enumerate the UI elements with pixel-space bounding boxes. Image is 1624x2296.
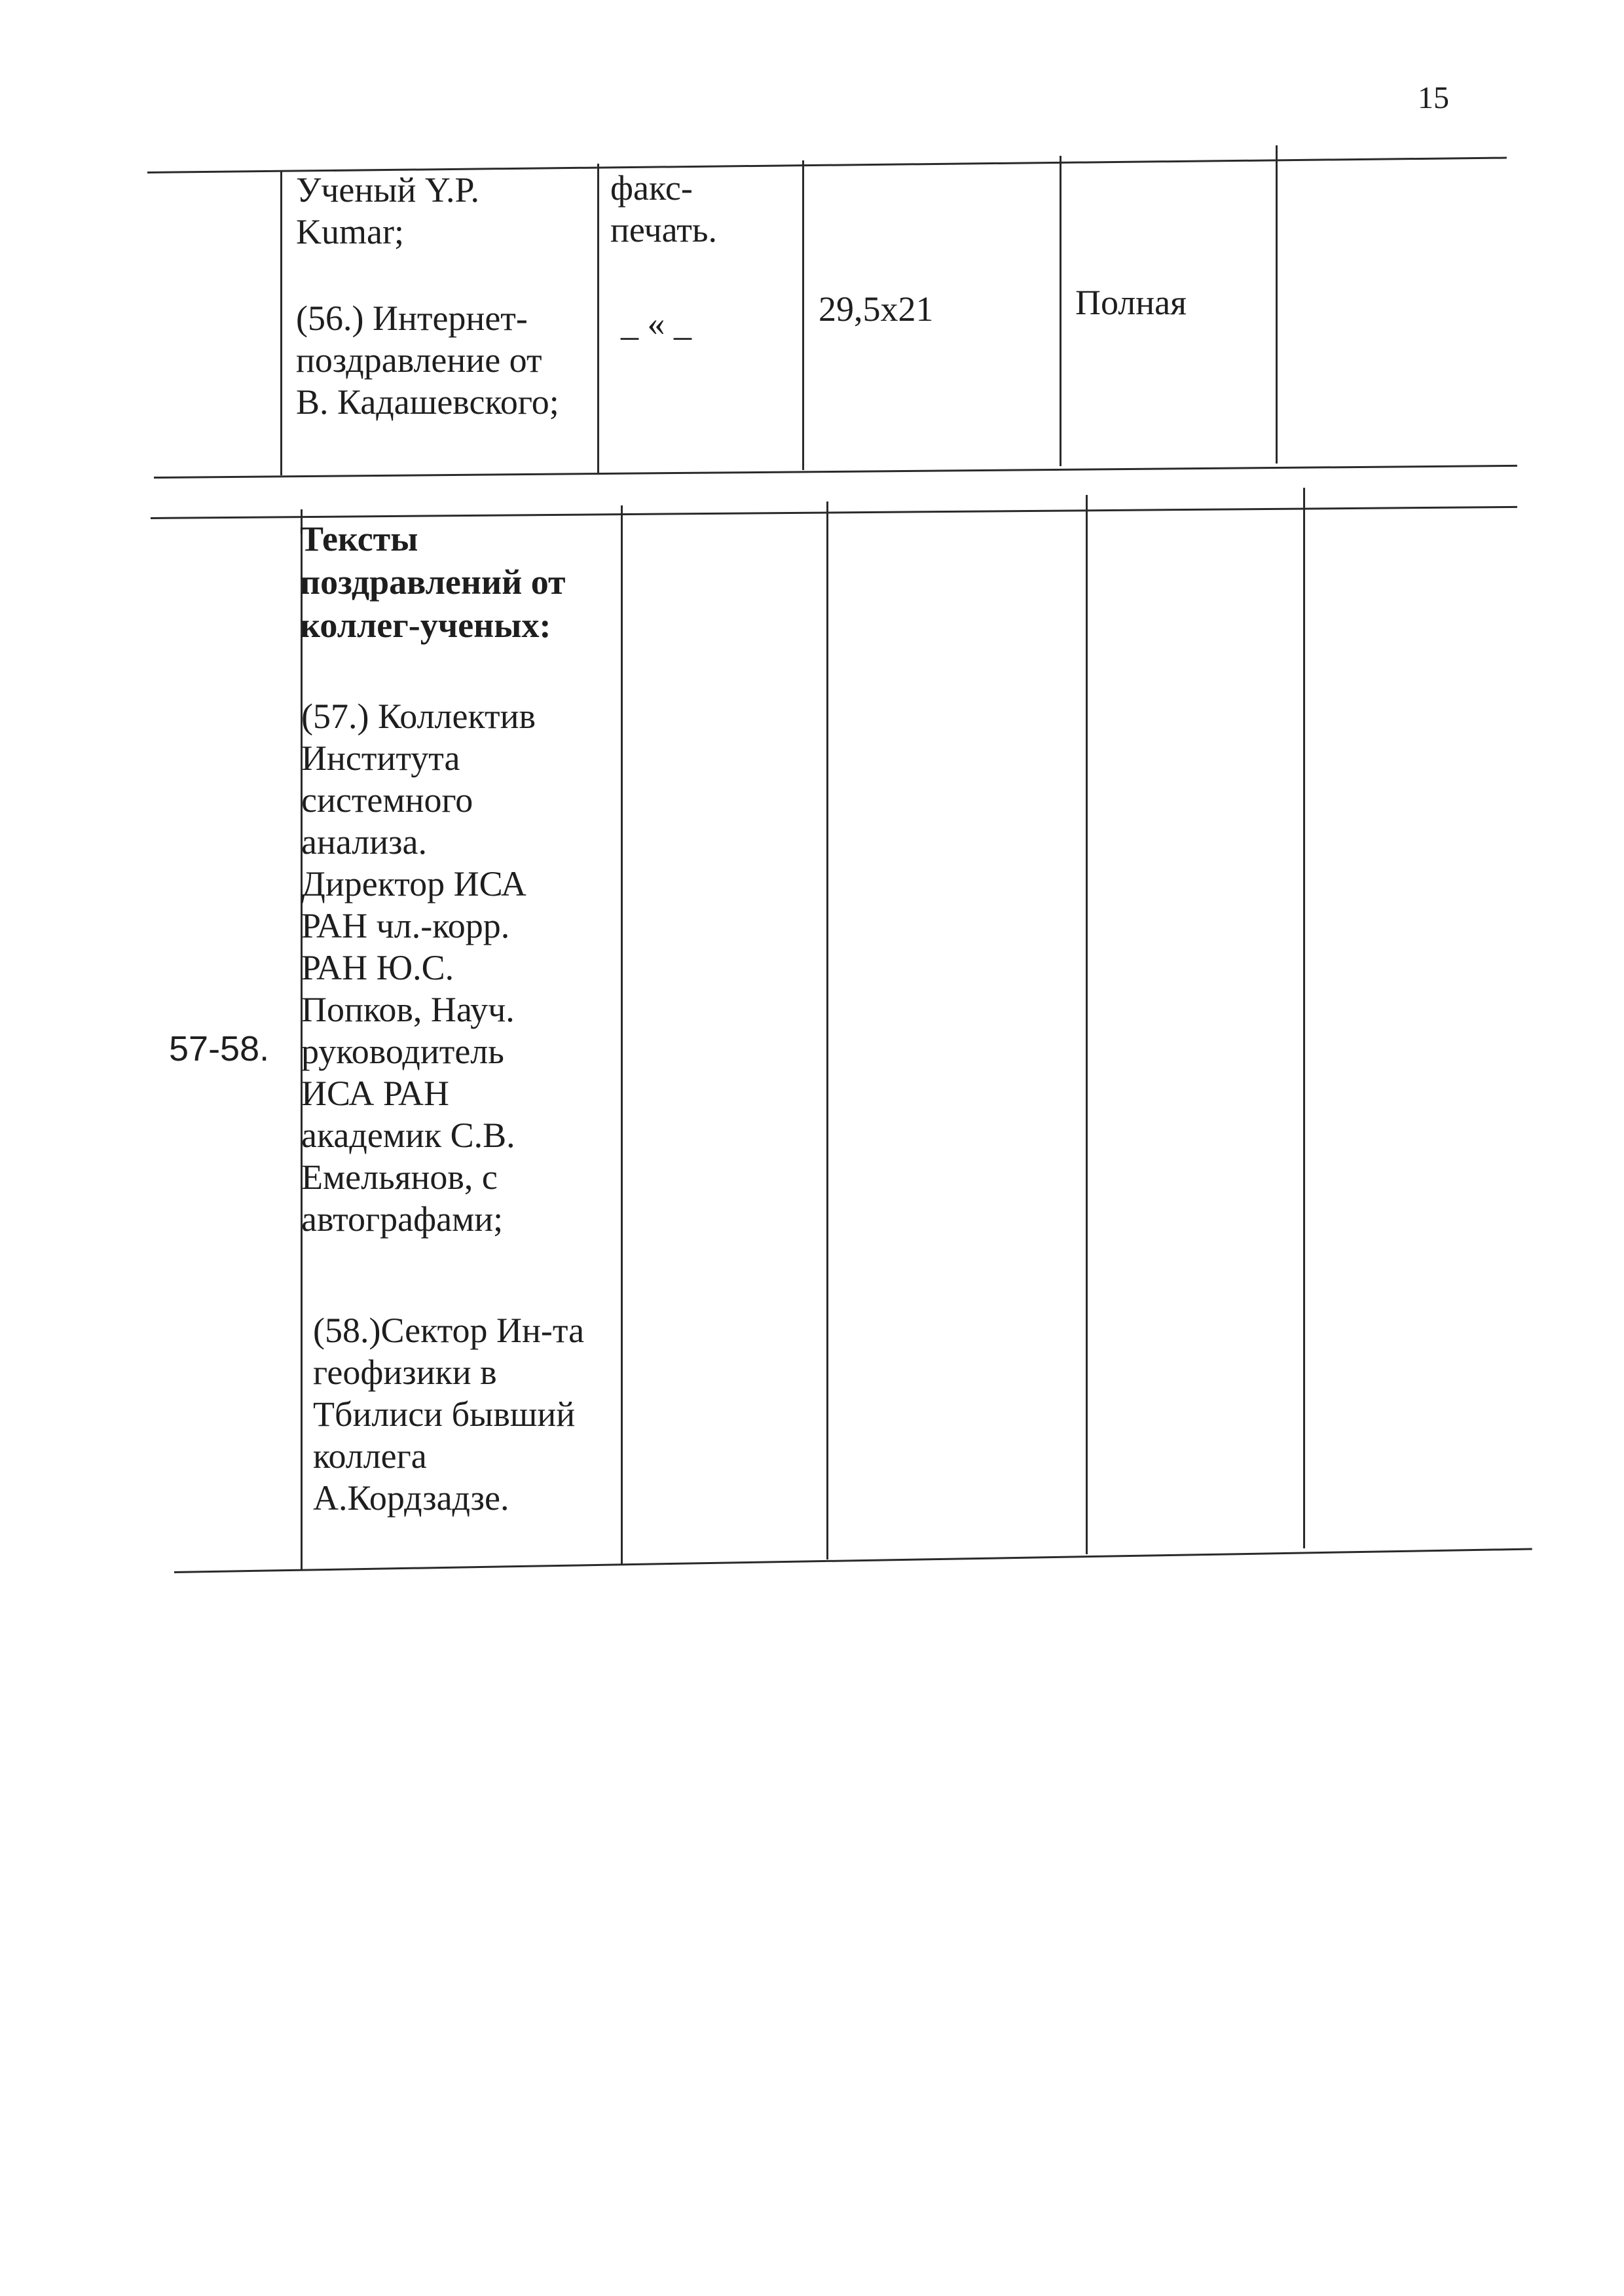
item-size: 29,5х21 — [819, 289, 934, 329]
item-completeness: Полная — [1075, 283, 1187, 322]
section-heading: Тексты поздравлений от коллег-ученых: — [300, 519, 566, 645]
item-description-57: (57.) Коллектив Института системного анализа. Директор ИСА РАН чл.-корр. РАН Ю.С. Попков, Науч. руководитель ИСА РАН академик С.В. Емельянов, с автографами; — [301, 697, 536, 1239]
column-divider — [1276, 145, 1278, 464]
item-format-a: факс- печать. — [610, 168, 717, 249]
row-number: 57-58. — [169, 1029, 270, 1068]
table-bottom-border — [174, 1548, 1532, 1573]
table-bottom-border — [154, 465, 1517, 479]
item-description-a: Ученый Y.P. Kumar; — [296, 170, 480, 251]
column-divider — [826, 501, 828, 1559]
item-format-b: _ « _ — [621, 304, 692, 343]
column-divider — [597, 164, 599, 473]
column-divider — [1060, 156, 1061, 466]
item-description-58: (58.)Сектор Ин-та геофизики в Тбилиси бывший коллега А.Кордзадзе. — [313, 1311, 585, 1518]
column-divider — [621, 505, 623, 1565]
item-description-b: (56.) Интернет- поздравление от В. Кадашевского; — [296, 299, 559, 422]
column-divider — [802, 160, 804, 470]
column-divider — [1086, 495, 1088, 1554]
column-divider — [1303, 488, 1305, 1548]
column-divider — [280, 172, 282, 475]
page-number: 15 — [1418, 81, 1449, 115]
